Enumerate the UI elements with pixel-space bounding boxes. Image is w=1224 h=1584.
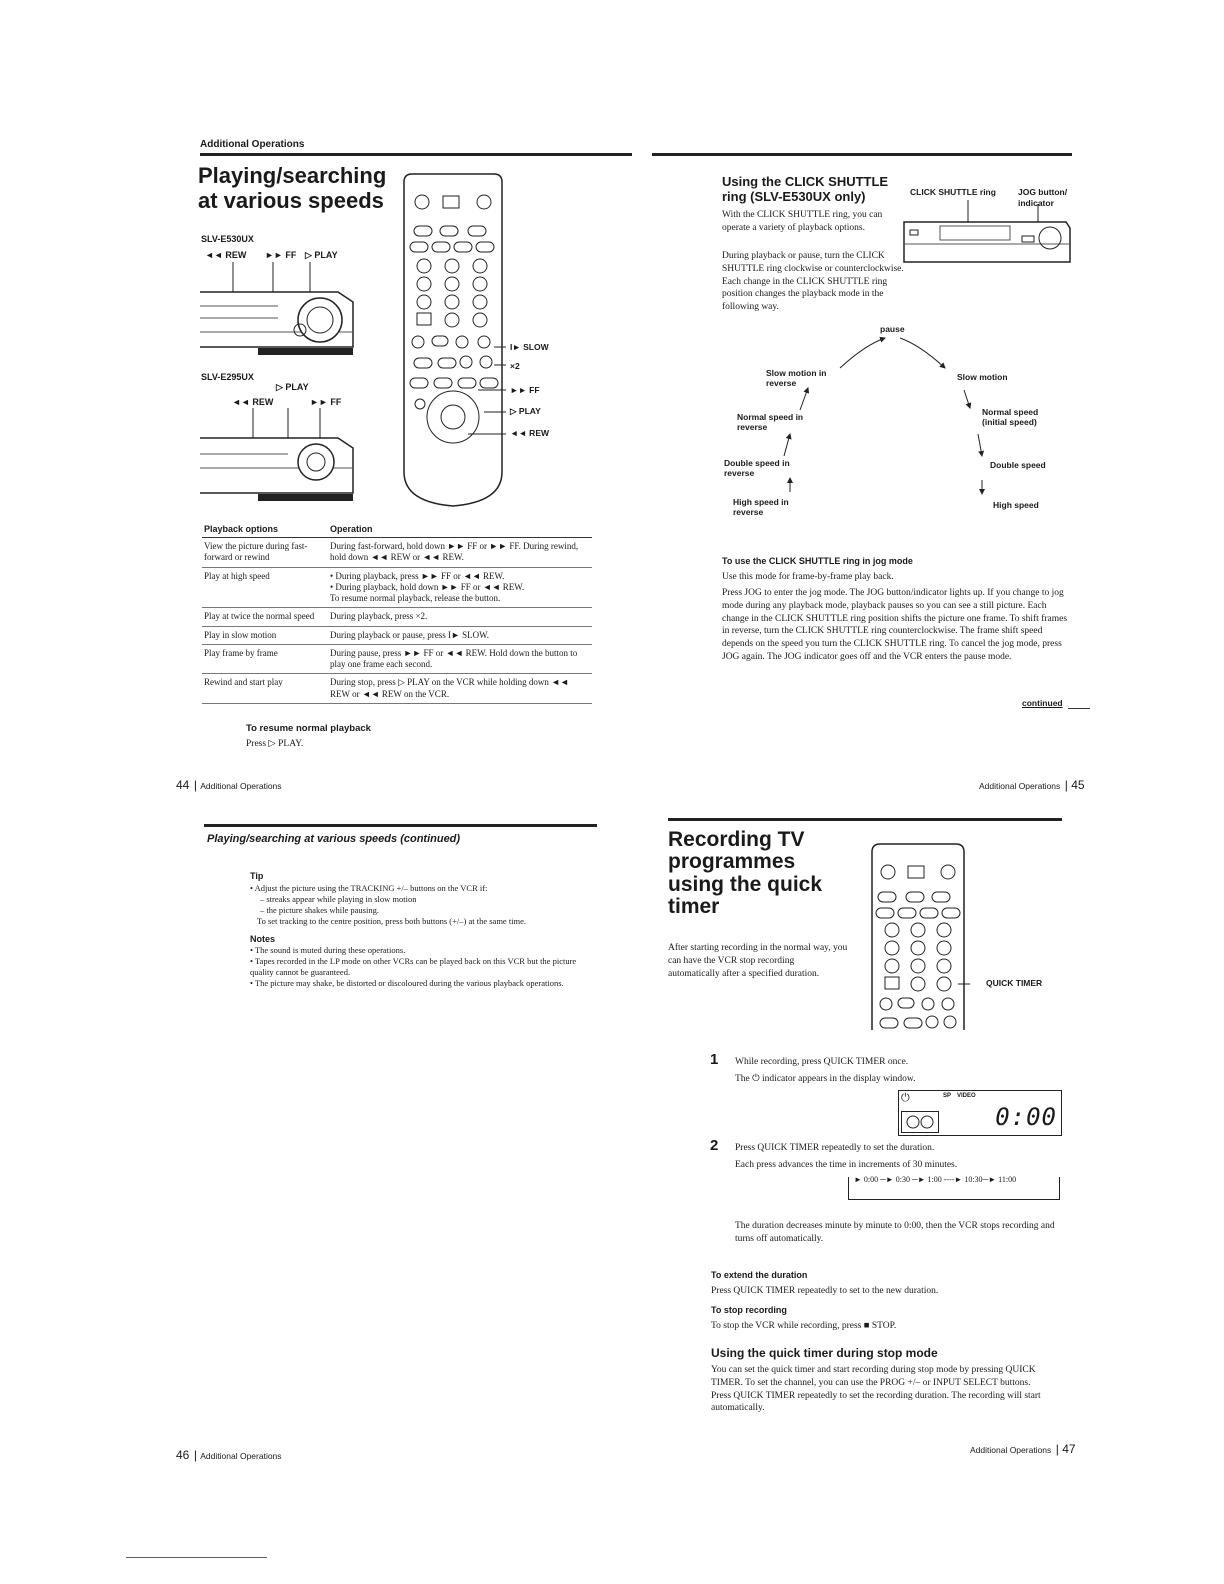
- extend-heading: To extend the duration: [711, 1270, 808, 1280]
- intro-text: After starting recording in the normal way, you can have the VCR stop recording automatically after a specified duration.: [668, 943, 848, 979]
- footer-section: Additional Operations: [979, 781, 1061, 791]
- display-sp: SP: [943, 1093, 952, 1099]
- shuttle-mode-pause: pause: [880, 324, 905, 334]
- button-label-play: ▷ PLAY: [276, 382, 309, 392]
- table-row: Play at high speed • During playback, press ►► FF or ◄◄ REW. • During playback, hold down ►► FF or ◄◄ REW. To resume normal playback, release the button.: [202, 567, 592, 608]
- button-label-rew: ◄◄ REW: [205, 250, 247, 260]
- figure-label-jog: JOG button/ indicator: [1018, 187, 1068, 209]
- page-footer: 46 | Additional Operations: [176, 1448, 282, 1462]
- page-title: Playing/searching at various speeds: [198, 163, 387, 213]
- shuttle-mode: Double speed in reverse: [724, 458, 790, 479]
- button-label-ff: ►► FF: [310, 397, 342, 407]
- page-number: 45: [1071, 778, 1085, 792]
- shuttle-mode: Double speed: [990, 460, 1046, 470]
- continued-label: continued: [1022, 698, 1063, 708]
- header-rule: [652, 153, 1072, 156]
- tip-text: • Adjust the picture using the TRACKING +/– buttons on the VCR if: – streaks appear while playing in slow motion – the picture shakes while pausing. To set tracking to the centre position, press both buttons (+/–) at the same time.: [250, 883, 527, 927]
- shuttle-mode: Slow motion: [957, 372, 1008, 382]
- step-text: Press QUICK TIMER repeatedly to set the duration.: [735, 1143, 935, 1153]
- remote-illustration: [866, 842, 970, 1030]
- intro-text: With the CLICK SHUTTLE ring, you can operate a variety of playback options.: [722, 210, 883, 233]
- remote-callout-x2: ×2: [510, 361, 520, 371]
- step-number: 1: [710, 1051, 719, 1068]
- extend-text: Press QUICK TIMER repeatedly to set to the new duration.: [711, 1286, 939, 1296]
- page-footer: Additional Operations | 47: [970, 1442, 1076, 1456]
- shuttle-mode: Normal speed in reverse: [737, 412, 804, 433]
- step-text: While recording, press QUICK TIMER once.: [735, 1057, 909, 1067]
- remote-callout-rew: ◄◄ REW: [510, 428, 550, 438]
- list-item: • The picture may shake, be distorted or discoloured during the various playback operations.: [250, 978, 564, 989]
- jog-body: Press JOG to enter the jog mode. The JOG button/indicator lights up. If you change to jog mode during any playback mode, playback pauses so you can see a still picture. Each change in the CLICK SHUTTLE ring position shifts the picture one frame. To shift frames in reverse, turn the CLICK SHUTTLE ring counterclockwise. The frame shift speed depends on the speed you turn the CLICK SHUTTLE ring. To cancel the jog mode, press JOG again. The JOG indicator goes off and the VCR enters the pause mode.: [722, 588, 1068, 663]
- section-label: Additional Operations: [200, 139, 305, 150]
- after-cycle-text: The duration decreases minute by minute to 0:00, then the VCR stops recording and turns off automatically.: [735, 1221, 1055, 1244]
- shuttle-mode: Normal speed (initial speed): [982, 407, 1039, 428]
- footer-section: Additional Operations: [200, 1451, 282, 1461]
- vcr-illustration: [198, 408, 358, 506]
- table-row: Rewind and start play During stop, press ▷ PLAY on the VCR while holding down ◄◄ REW or ◄◄ REW on the VCR.: [202, 674, 592, 704]
- notes-heading: Notes: [250, 934, 276, 944]
- table-header: Operation: [328, 521, 592, 538]
- shuttle-mode: Slow motion in reverse: [766, 368, 827, 389]
- cassette-icon: [901, 1111, 939, 1133]
- vcr-illustration: [900, 200, 1072, 268]
- list-item: • Tapes recorded in the LP mode on other VCRs can be played back on this VCR but the picture quality cannot be guaranteed.: [250, 956, 577, 978]
- playback-options-table: [202, 521, 592, 704]
- page-number: 46: [176, 1448, 190, 1462]
- timer-icon: ⏻: [901, 1092, 910, 1104]
- model-label: SLV-E295UX: [201, 372, 254, 382]
- header-rule: [204, 824, 597, 827]
- remote-callout-ff: ►► FF: [510, 385, 540, 395]
- header-rule: [200, 153, 632, 156]
- stop-heading: To stop recording: [711, 1305, 787, 1315]
- table-row: View the picture during fast-forward or rewind During fast-forward, hold down ►► FF or ►► FF. During rewind, hold down ◄◄ REW or ◄◄ REW.: [202, 538, 592, 568]
- page-title: Recording TV programmes using the quick timer: [668, 828, 823, 918]
- remote-callout-slow: I► SLOW: [510, 342, 549, 352]
- jog-line: Use this mode for frame-by-frame play back.: [722, 572, 894, 582]
- page-footer: Additional Operations | 45: [979, 778, 1085, 792]
- tip-heading: Tip: [250, 871, 264, 881]
- duration-cycle: ► 0:00 ─► 0:30 ─► 1:00 ----► 10:30─► 11:00: [854, 1175, 1017, 1184]
- step-subtext: The ⏻ indicator appears in the display window.: [735, 1074, 916, 1084]
- page-footer: 44 | Additional Operations: [176, 778, 282, 792]
- button-label-rew: ◄◄ REW: [232, 397, 274, 407]
- remote-callout-quick-timer: QUICK TIMER: [986, 978, 1043, 988]
- table-row: Play at twice the normal speed During playback, press ×2.: [202, 608, 592, 626]
- display-time: 0:00: [995, 1103, 1057, 1131]
- step-subtext: Each press advances the time in increments of 30 minutes.: [735, 1160, 958, 1170]
- bottom-link-rule: [126, 1557, 267, 1558]
- display-window: [898, 1090, 1062, 1136]
- step-number: 2: [710, 1137, 719, 1154]
- page-number: 44: [176, 778, 190, 792]
- stop-mode-text: You can set the quick timer and start recording during stop mode by pressing QUICK TIMER. To set the channel, you can use the PROG +/– or INPUT SELECT buttons. Press QUICK TIMER repeatedly to set the recording duration. The recording will start automatically.: [711, 1365, 1041, 1414]
- stop-mode-heading: Using the quick timer during stop mode: [711, 1346, 938, 1360]
- vcr-illustration: [198, 262, 358, 360]
- stop-text: To stop the VCR while recording, press ■ STOP.: [711, 1321, 897, 1331]
- footer-section: Additional Operations: [200, 781, 282, 791]
- footer-section: Additional Operations: [970, 1445, 1052, 1455]
- header-rule: [668, 818, 1062, 821]
- remote-illustration: [398, 172, 508, 512]
- button-label-ff: ►► FF: [265, 250, 297, 260]
- list-item: • The sound is muted during these operations.: [250, 945, 406, 955]
- section-heading: Using the CLICK SHUTTLE ring (SLV-E530UX only): [722, 174, 889, 204]
- table-header: Playback options: [202, 521, 328, 538]
- page-number: 47: [1062, 1442, 1076, 1456]
- notes-list: [250, 945, 600, 989]
- table-row: Play in slow motion During playback or pause, press I► SLOW.: [202, 626, 592, 644]
- jog-heading: To use the CLICK SHUTTLE ring in jog mode: [722, 556, 913, 566]
- shuttle-mode: High speed in reverse: [733, 497, 789, 518]
- remote-callout-play: ▷ PLAY: [510, 406, 541, 416]
- body-text: During playback or pause, turn the CLICK SHUTTLE ring clockwise or counterclockwise. Each change in the CLICK SHUTTLE ring position changes the playback mode in the following way.: [722, 251, 904, 313]
- resume-text: Press ▷ PLAY.: [246, 739, 304, 749]
- continued-rule: [1068, 708, 1090, 709]
- figure-label-ring: CLICK SHUTTLE ring: [910, 187, 996, 197]
- button-label-play: ▷ PLAY: [305, 250, 338, 260]
- display-video: VIDEO: [957, 1093, 976, 1099]
- resume-heading: To resume normal playback: [246, 723, 371, 734]
- table-row: Play frame by frame During pause, press ►► FF or ◄◄ REW. Hold down the button to play one frame each second.: [202, 644, 592, 674]
- continued-heading: Playing/searching at various speeds (continued): [207, 833, 461, 845]
- model-label: SLV-E530UX: [201, 234, 254, 244]
- shuttle-mode: High speed: [993, 500, 1039, 510]
